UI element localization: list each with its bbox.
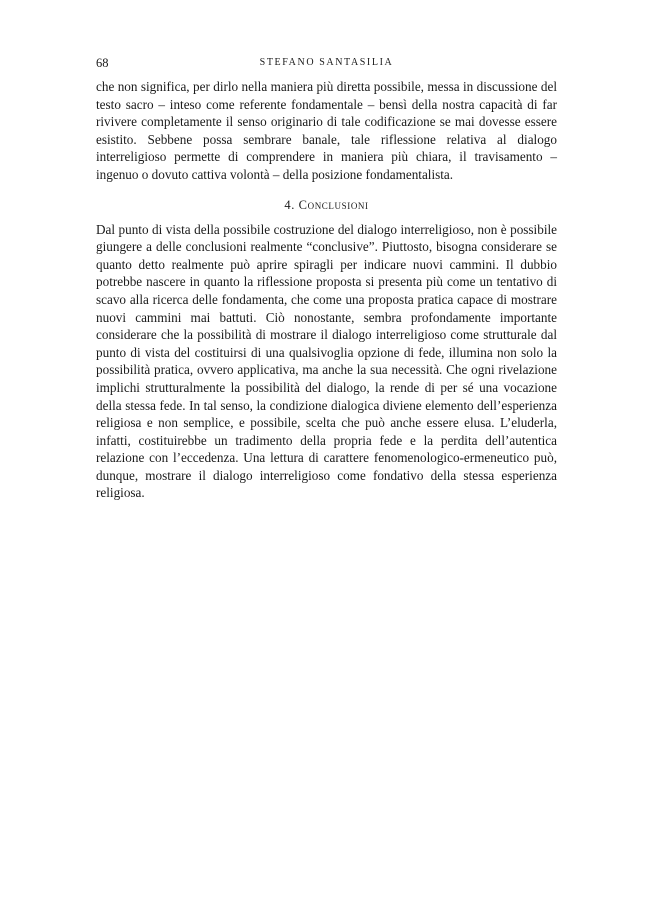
paragraph-continuation: che non significa, per dirlo nella maniera più diretta possibile, messa in discussione del testo sacro – inteso come referente fondamentale – bensì della nostra capacità di far rivivere completamente il senso originario di tale codificazione se mai dovesse essere esistito. Sebbene possa sembrare banale, tale riflessione relativa al dialogo interreligioso permette di comprendere in maniera più chiara, il travisamento – ingenuo o dovuto cattiva volontà – della posizione fondamentalista.: [96, 79, 557, 182]
paragraph-conclusions: Dal punto di vista della possibile costruzione del dialogo interreligioso, non è possibile giungere a delle conclusioni realmente “conclusive”. Piuttosto, bisogna considerare se quanto detto realmente può aprire spiragli per indicare nuovi cammini. Il dubbio potrebbe nascere in quanto la riflessione proposta si presenta più come un tentativo di scavo alla ricerca delle fondamenta, che come una proposta pratica capace di mostrare nuovi cammini mai battuti. Ciò nonostante, sembra profondamente importante considerare che la possibilità di mostrare il dialogo interreligioso come strutturale dal punto di vista del costituirsi di una qualsivoglia opzione di fede, illumina non solo la possibilità pratica, ovvero applicativa, ma anche la sua necessità. Che ogni rivelazione implichi strutturalmente la possibilità del dialogo, la rende di per sé una vocazione della stessa fede. In tal senso, la condizione dialogica diviene elemento dell’esperienza religiosa e non semplice, e possibile, scelta che può anche essere elusa. L’eluderla, infatti, costituirebbe un tradimento della propria fede e la perdita dell’autentica relazione con l’eccedenza. Una lettura di carattere fenomenologico-ermeneutico può, dunque, mostrare il dialogo interreligioso come fondativo della stessa esperienza religiosa.: [96, 221, 557, 501]
running-head: [96, 56, 557, 78]
running-head-author: STEFANO SANTASILIA: [259, 57, 394, 68]
page: [96, 56, 557, 502]
page-number: 68: [96, 56, 109, 70]
section-heading: 4. Conclusioni: [284, 197, 369, 212]
